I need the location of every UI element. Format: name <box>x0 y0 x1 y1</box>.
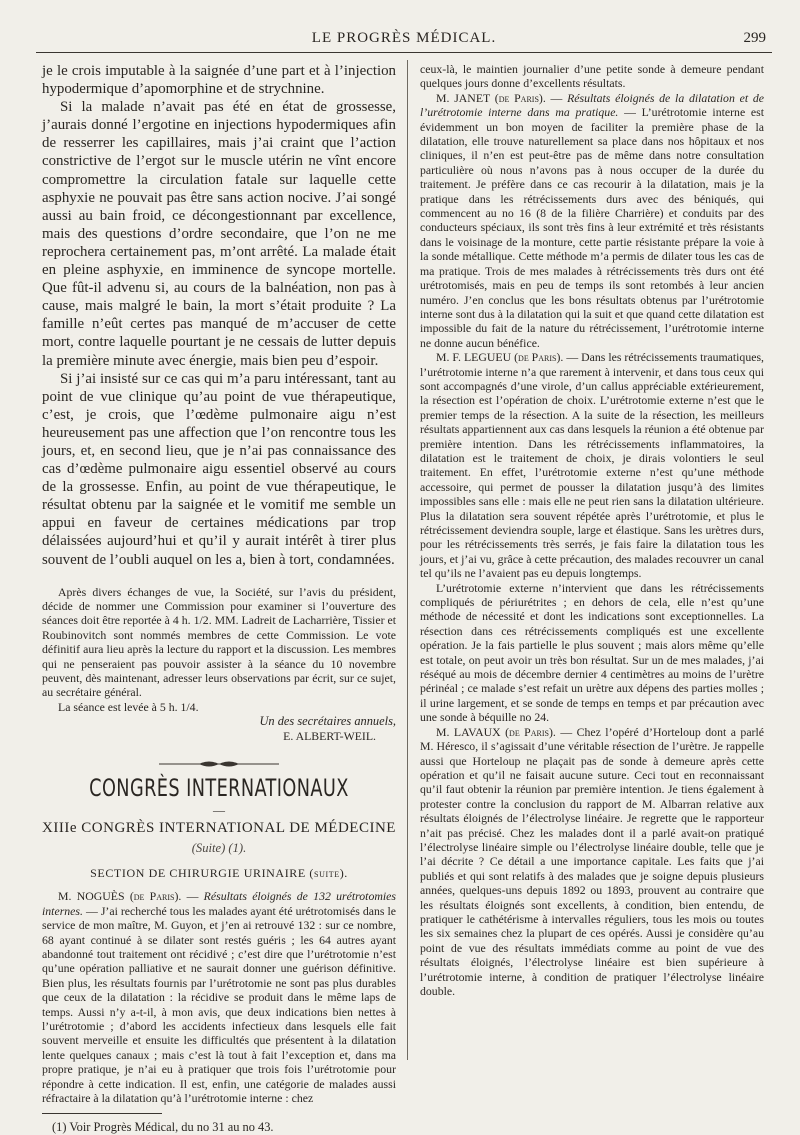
talk-body: — J’ai recherché tous les malades ayant été urétrotomisés dans le service de mon maître, M. Guyon, et j’en ai retrouvé 132 : sur ce nombre, 68 ayant continué à se dilater sont restés guéris ; les 64 autres ayant abandonné tout traitement ont récidivé ; c’est dire que l’urétrotomie n’est qu’une opération palliative et ne saurait donner une guérison définitive. Bien plus, les résultats fournis par l’urétrotomie ne sont pas plus durables que ceux de la dilatation : la récidive se produit dans le même laps de temps. Aussi n’y a-t-il, à mon avis, que deux indications bien nettes à l’urétrotomie ; d’abord les accidents infectieux dans lesquels elle fait souvent merveille et ensuite les difficultés que présentent à la dilatation lente quelques canaux ; mais c’est là tout à fait l’exception et, dans ma propre pratique, je n’ai eu à pratiquer que trois fois l’urétrotomie pour répondre à cette indication. Il est, enfin, une catégorie de malades aussi réfractaire à la dilatation qu’à l’urétrotomie interne : chez <box>42 903 396 1105</box>
right-column <box>420 62 764 998</box>
journal-title: LE PROGRÈS MÉDICAL. <box>311 30 497 46</box>
talk-body: — L’urétrotomie interne est évidemment un bon moyen de faciliter la première phase de la dilatation, elle trouve naturellement sa place dans nos hôpitaux et nos cliniques, il n’en est peut-être pas de même dans notre consultation particulière où nous n’avons pas à nous occuper de la durée du traitement. Je préfère dans ce cas recourir à la dilatation, mais je la pratique dans les rétrécissements durs avec des béniqués, qui commencent au no 16 (8 de la filière Charrière) et conduits par des conducteurs spéciaux, ils sont très fins à leur extrémité et très résistants dans le voisinage de la monture, cette partie résistante prépare la voie à la sonde métallique. Cette méthode m’a permis de dilater tous les cas de ma pratique. Trois de mes malades à rétrécissements très durs ont été urétrotomisés, mais en peu de temps ils sont retombés à leur ancien numéro. J’en conclus que les bons résultats obtenus par l’urétrotomie interne sont dus à la dilatation qui la suit et que quand cette dilatation est impossible du fait de la nature du rétrécissement, l’urétrotomie interne ne donne aucun bénéfice. <box>420 105 764 350</box>
paragraph: je le crois imputable à la saignée d’une part et à l’injection hypodermique d’apomorphine et de strychnine. <box>42 63 396 98</box>
speaker-name: M. JANET (de Paris). — <box>436 90 563 105</box>
paragraph-nogues <box>42 889 396 1105</box>
signature-role: Un des secrétaires annuels, <box>259 714 396 729</box>
column-divider <box>407 60 408 1060</box>
talk-title: Résultats éloignés de la dilatation et de l’urétrotomie interne dans ma pratique. <box>420 90 765 120</box>
paragraph: ceux-là, le maintien journalier d’une petite sonde à demeure pendant quelques jours donne d’excellents résultats. <box>420 62 764 91</box>
page-number: 299 <box>743 30 766 46</box>
running-header <box>36 30 772 53</box>
speaker-name: M. F. LEGUEU (de Paris). <box>436 350 564 365</box>
speaker-name: M. NOGUÈS (de Paris). — <box>58 889 199 904</box>
paragraph-janet <box>420 91 764 350</box>
signature-name: E. ALBERT-WEIL. <box>283 729 376 744</box>
ornament-divider <box>42 756 396 768</box>
paragraph: Si j’ai insisté sur ce cas qui m’a paru intéressant, tant au point de vue clinique qu’au point de vue thérapeutique, c’est, je crois, que l’œdème pulmonaire aigu n’est heureusement pas une affection que l’on rencontre tous les jours, et, en second lieu, que je n’ai pas connaissance des cas d’œdème pulmonaire aigu essentiel observé au cours de la grossesse. Enfin, au point de vue thérapeutique, le résultat obtenu par la saignée et le vomitif me semble un appui en faveur de certaines médications par trop délaissées aujourd’hui et qu’il y aurait intérêt à tirer plus souvent de l’oubli auquel on les a, bien à tort, condamnées. <box>42 370 396 568</box>
paragraph: Si la malade n’avait pas été en état de grossesse, j’aurais donné l’ergotine en injections hypodermiques afin de resserrer les capillaires, mais j’ai craint que l’action constrictive de l’ergot sur le muscle utérin ne vînt encore compromettre la circulation fatale sur laquelle cette asphyxie ne pouvait pas être sans action nocive. J’ai songé aussi au bain froid, ce décongestionnant par excellence, mais des questions d’ordre secondaire, que l’on ne me reprochera certainement pas, m’ont arrêté. La malade était en pleine asphyxie, en imminence de syncope mortelle. Que fût-il advenu si, au cours de la balnéation, non pas à cause, mais malgré le bain, la mort s’était produite ? La famille n’eût certes pas manqué de m’accuser de cette mort, contre laquelle pourtant je ne cessais de lutter depuis la première minute avec énergie, mais bien peu d’espoir. <box>42 99 396 369</box>
congress-subtitle: XIIIe CONGRÈS INTERNATIONAL DE MÉDECINE <box>42 820 396 837</box>
footnote: (1) Voir Progrès Médical, du no 31 au no 43. <box>52 1120 274 1135</box>
continuation-note: (Suite) (1). <box>191 841 247 856</box>
talk-body: — Dans les rétrécissements traumatiques, l’urétrotomie interne n’a que rarement à intervenir, et dans tous ceux qui sont accompagnés d’une virole, d’un callus appréciable extérieurement, la résection est l’opération de choix. L’urétrotomie externe n’est que le premier temps de la résection. A la suite de la résection, les meilleurs résultats appartiennent aux cas dans lesquels la réunion a été obtenue par première intention. Dans les rétrécissements inflammatoires, la dilatation est le traitement de choix, je dirais volontiers le seul traitement. En effet, l’urétrotomie externe n’est qu’une méthode accessoire, qui permet de pousser la dilatation jusqu’à des limites impossibles sans elle : mais elle ne peut rien sans la dilatation ultérieure. Plus la dilatation sera souvent répétée après l’urétrotomie, et plus le rétrécissement deviendra souple, large et élastique. Sans les urètres durs, pour les rétrécissements très serrés, je fais faire la dilatation tous les jours, et j’ai vu, grâce à cette précaution, des malades recouvrer un canal tel qu’ils ne l’avaient pas eu depuis longtemps. <box>420 350 765 581</box>
section-title: CONGRÈS INTERNATIONAUX <box>89 774 349 803</box>
talk-body: — Chez l’opéré d’Horteloup dont a parlé M. Héresco, il s’agissait d’une véritable résection de l’urètre. Je rappelle aussi que Horteloup ne plaçait pas de sonde à demeure après cette opération et qu’il ne faisait aucune suture. Ceci tout en reconnaissant qu’il faut obtenir la réunion par première intention. Je tiens également à protester contre la conclusion du rapport de M. Albarran relative aux résultats éloignés de l’électrolyse linéaire. Je regrette que le rapporteur n’ait pas précisé. Chez les malades dont il a parlé avait-on pratiqué l’électrolyse linéaire simple ou l’électrolyse linéaire double, telle que je l’ai décrite ? Ce détail a une importance capitale. Les faits que j’ai publiés et qui sont relatifs à des malades que je soigne depuis plusieurs années, quelques-uns depuis 1892 ou 1893, prouvent au contraire que les résultats éloignés sont excellents, à condition, bien entendu, de pratiquer le cathétérisme à intervalles réguliers, tous les mois ou toutes les six semaines chez la plupart de ces opérés. Aussi je considère qu’au point de vue des résultats immédiats comme au point de vue des résultats éloignés, l’électrolyse linéaire est bien supérieure à l’urétrotomie interne, à condition de pratiquer l’électrolyse linéaire double. <box>420 724 764 998</box>
section-heading: SECTION DE CHIRURGIE URINAIRE (suite). <box>90 866 348 881</box>
left-column <box>42 62 396 1135</box>
paragraph-lavaux <box>420 725 764 999</box>
title-dash: — <box>213 803 225 818</box>
speaker-name: M. LAVAUX (de Paris). <box>436 724 556 739</box>
paragraph: L’urétrotomie externe n’intervient que dans les rétrécissements compliqués de périurétrites ; en dehors de cela, elle n’est qu’une méthode de nécessité et dont les indications sont exceptionnelles. La résection dans ces rétrécissements compliqués est une excellente opération. Je la fais partielle le plus souvent ; mais alors même qu’elle est totale, on peut avoir un très bon résultat. Sur un de mes malades, j’ai réséqué au mois de décembre dernier 4 centimètres au moins de l’urètre périnéal ; ce malade s’est refait un urètre aux dépens des parties molles ; il urine largement, et se sonde de temps en temps et par précaution avec une sonde à béquille no 24. <box>420 580 764 725</box>
session-closing: La séance est levée à 5 h. 1/4. <box>58 699 199 714</box>
paragraph-legueu <box>420 350 764 581</box>
talk-title: Résultats éloignés de 132 urétrotomies internes. <box>42 889 396 918</box>
session-report: Après divers échanges de vue, la Société, sur l’avis du président, décide de nommer une Commission pour examiner si l’ouverture des séances doit être reportée à 4 h. 1/2. MM. Ladreit de Lacharrière, Tissier et Roubinovitch sont nommés membres de cette Commission. Le vote définitif aura lieu après la lecture du rapport et la discussion. Les membres qui ne penseraient pas pouvoir assister à la séance du 10 novembre peuvent, dès maintenant, adresser leurs observations par écrit, sur ce sujet, au secrétaire général. <box>42 584 396 700</box>
